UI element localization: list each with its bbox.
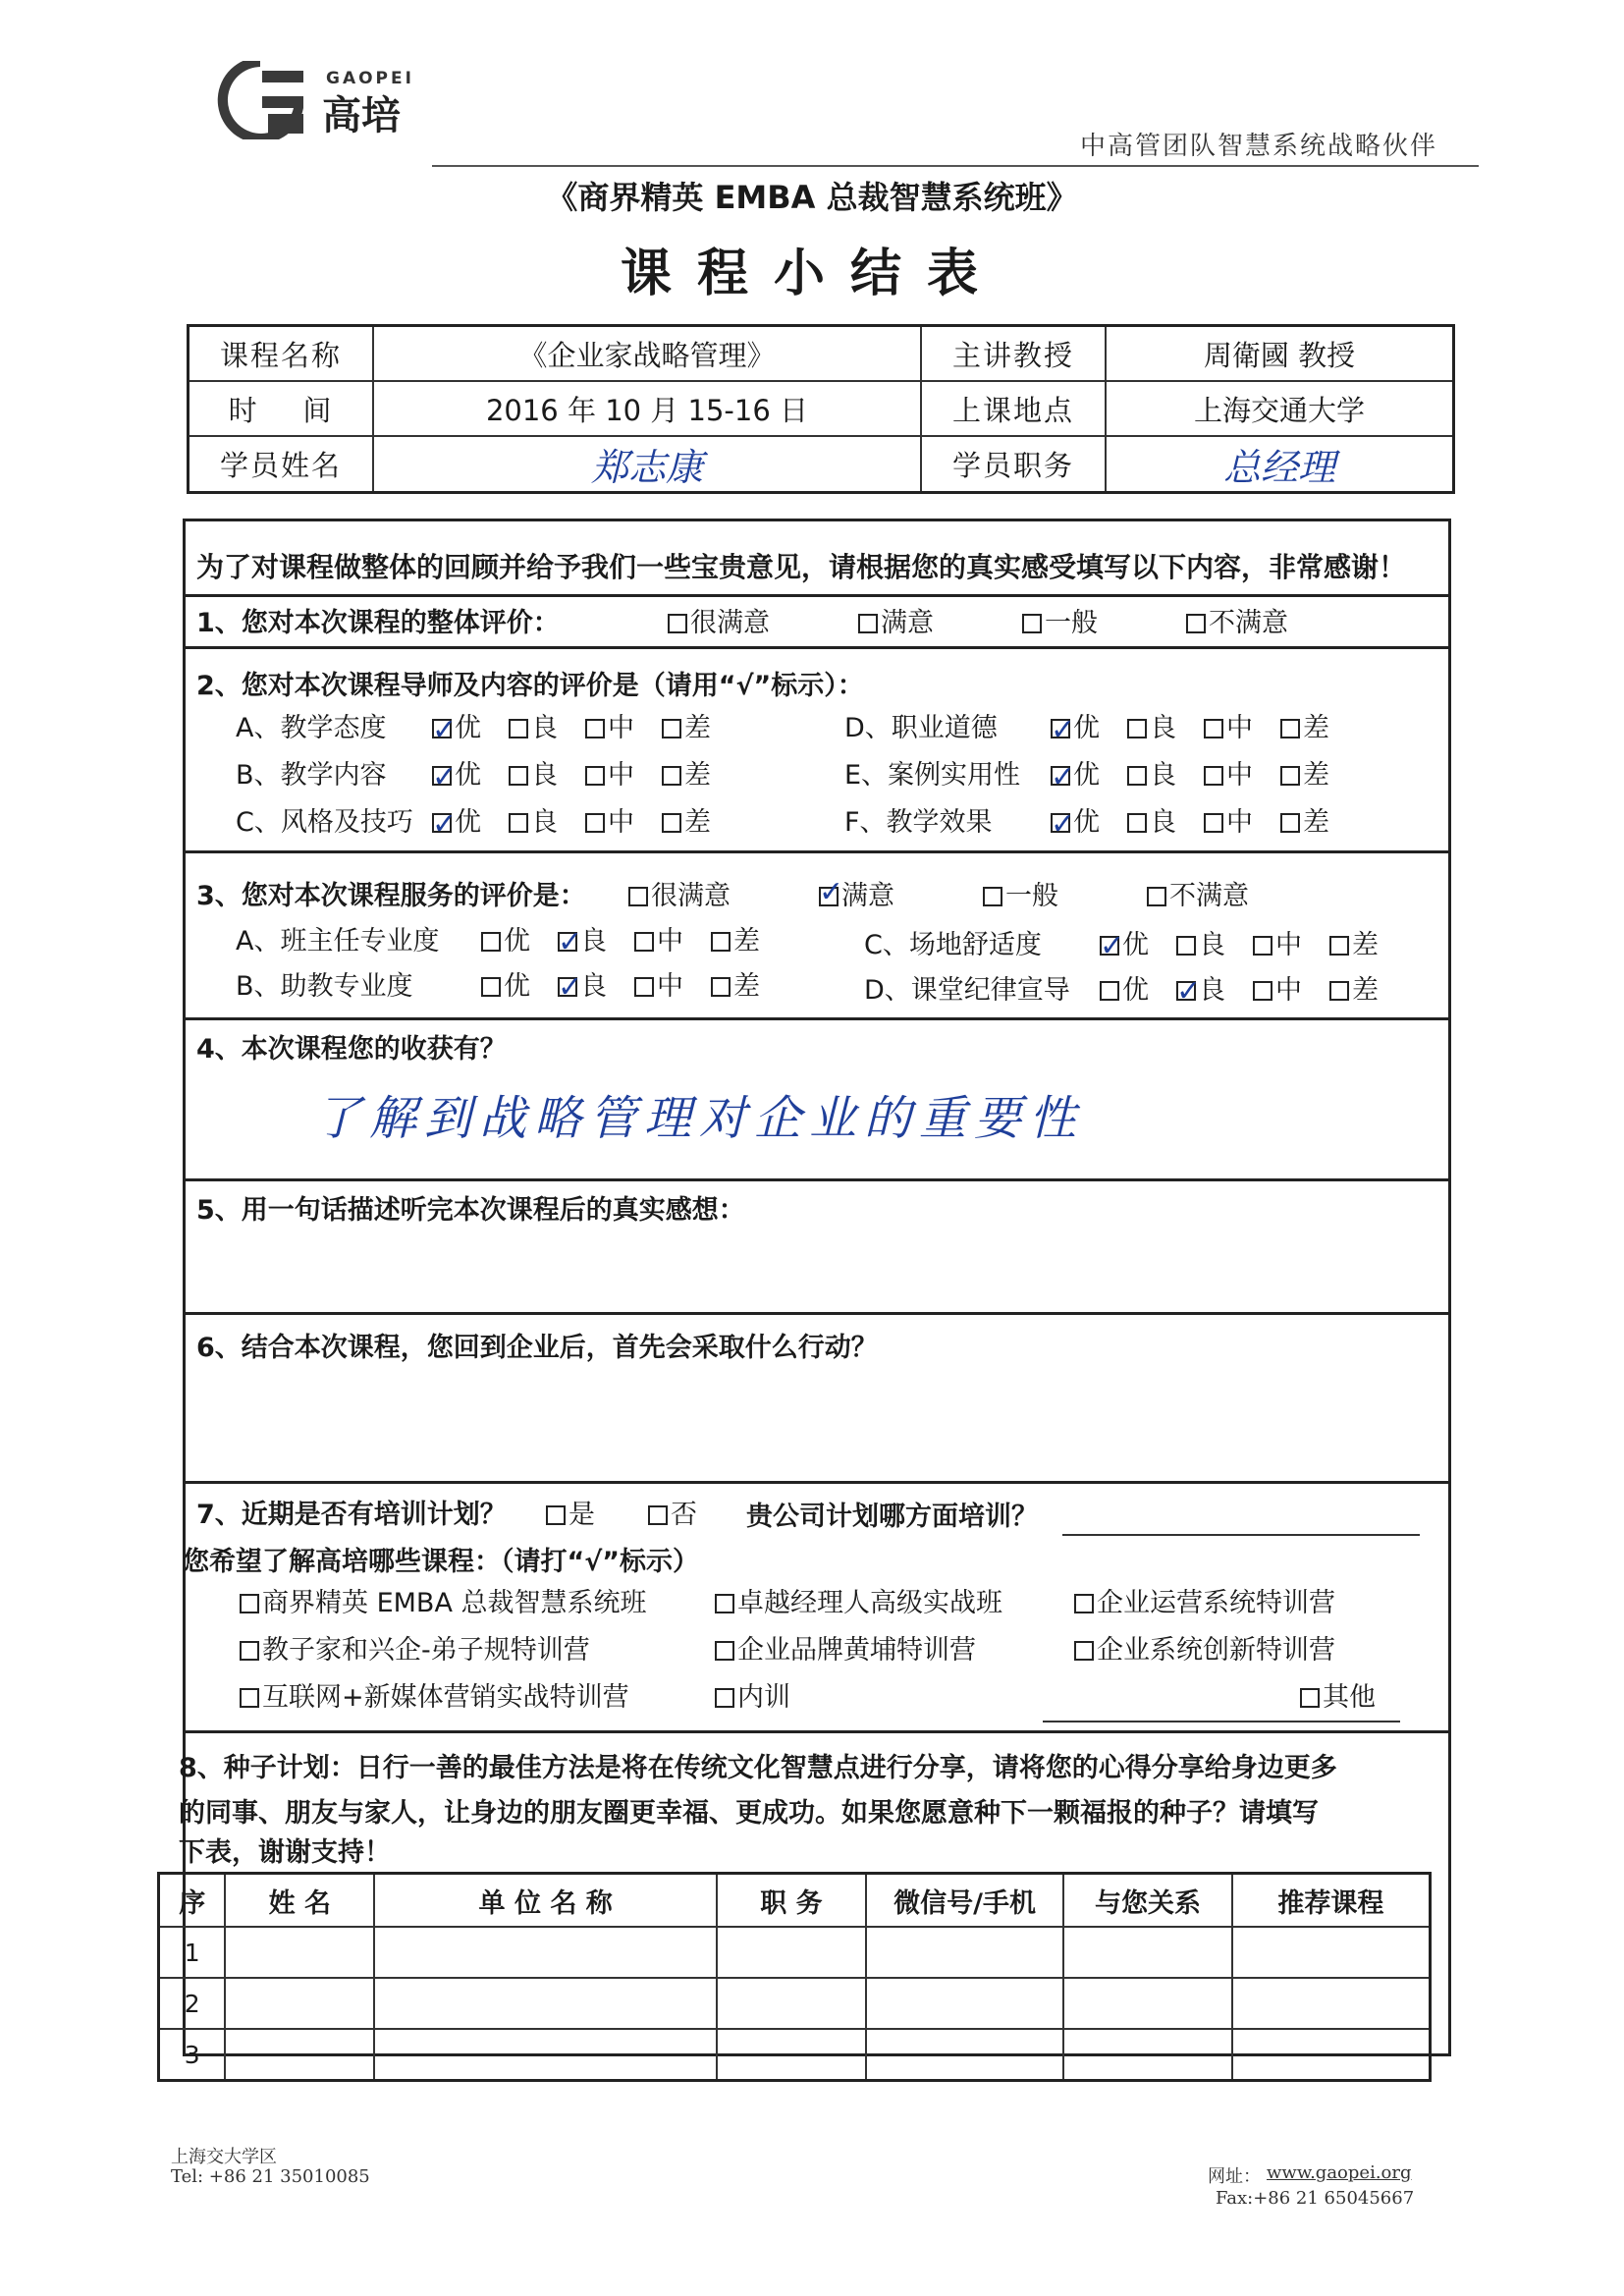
checkbox[interactable] [546,1505,566,1525]
course-option [240,1675,629,1714]
grade-label: 优 [455,760,481,791]
checkbox[interactable] [1127,719,1147,738]
course-label: 卓越经理人高级实战班 [737,1588,1002,1618]
checkbox[interactable] [585,813,605,833]
grade-label: 中 [608,760,634,791]
course-option [1074,1628,1335,1667]
grade-option [509,799,558,847]
grade-option [634,964,683,1010]
grade-label: 良 [1150,760,1176,791]
grade-option [634,919,683,964]
checkbox[interactable] [585,719,605,738]
grade-label: 中 [657,926,683,957]
grade-option [1253,923,1302,968]
grade-option [432,799,481,847]
checkbox[interactable] [432,766,452,786]
table-cell[interactable] [866,2029,1063,2081]
student-label: 学员姓名 [189,436,374,493]
checkbox[interactable] [558,932,577,952]
option [1147,874,1249,912]
grade-option [1127,705,1176,752]
rating-label: A、班主任专业度 [236,926,440,957]
checkbox[interactable] [662,766,681,786]
location-value: 上海交通大学 [1106,381,1454,436]
q7-label: 7、近期是否有培训计划？ [196,1500,507,1530]
table-cell[interactable] [1232,1927,1431,1978]
course-info-table [187,324,1455,494]
grade-label: 差 [733,926,760,957]
grade-option [1329,923,1379,968]
position-label: 学员职务 [921,436,1106,493]
checkbox[interactable] [1280,719,1300,738]
location-label: 上课地点 [921,381,1106,436]
grade-label: 差 [733,971,760,1002]
time-label: 时 间 [189,381,374,436]
q8-text-line2: 的同事、朋友与家人，让身边的朋友圈更幸福、更成功。如果您愿意种下一颗福报的种子？请填写 [179,1798,1319,1829]
column-header: 与您关系 [1063,1874,1232,1928]
grade-label: 中 [657,971,683,1002]
table-cell[interactable] [225,2029,374,2081]
time-value: 2016 年 10 月 15-16 日 [373,381,921,436]
q2-label: 2、您对本次课程导师及内容的评价是（请用“√”标示）： [196,671,864,701]
rating-row [844,799,1357,847]
logo-chinese: 高培 [322,93,401,138]
checkbox[interactable] [1204,766,1223,786]
rating-label: B、助教专业度 [236,971,413,1002]
course-label: 教子家和兴企-弟子规特训营 [262,1635,590,1666]
table-cell[interactable] [1063,1927,1232,1978]
option [1022,601,1098,639]
course-label: 课程名称 [189,326,374,382]
checkbox[interactable] [662,813,681,833]
grade-option [558,964,607,1010]
grade-label: 良 [1199,975,1225,1006]
checkbox[interactable] [1127,766,1147,786]
header-divider [432,165,1479,167]
slogan: 中高管团队智慧系统战略伙伴 [1080,132,1438,161]
table-cell[interactable] [717,1978,866,2029]
checkbox[interactable] [1022,614,1042,633]
rating-row [844,752,1357,799]
course-option [1300,1675,1376,1714]
checkbox[interactable] [1204,813,1223,833]
checkbox[interactable] [1100,981,1119,1001]
q8-text-line3: 下表，谢谢支持！ [179,1837,391,1868]
course-label: 企业运营系统特训营 [1097,1588,1335,1618]
rating-row [236,799,738,847]
row-number: 2 [159,1978,226,2029]
professor-value: 周衛國 教授 [1106,326,1454,382]
grade-option [1051,799,1100,847]
grade-option [432,705,481,752]
grade-option [1204,752,1253,799]
column-header: 单 位 名 称 [374,1874,717,1928]
course-value: 《企业家战略管理》 [373,326,921,382]
table-cell[interactable] [1232,1978,1431,2029]
course-label: 内训 [737,1682,790,1713]
option-label: 很满意 [690,608,770,638]
checkbox[interactable] [1100,936,1119,956]
table-cell[interactable] [374,1978,717,2029]
checkbox[interactable] [1176,981,1196,1001]
checkbox[interactable] [1300,1688,1320,1708]
divider [183,1481,1451,1484]
grade-option [1280,752,1329,799]
option-label: 不满意 [1209,608,1288,638]
seed-plan-table [157,1872,1432,2082]
grade-option [1253,968,1302,1013]
grade-option [1051,752,1100,799]
checkbox[interactable] [1253,981,1272,1001]
divider [183,594,1451,597]
grade-option [711,964,760,1010]
course-option [240,1581,647,1619]
grade-label: 差 [1303,713,1329,743]
grade-option [1176,968,1225,1013]
table-cell[interactable] [225,1927,374,1978]
grade-option [585,705,634,752]
checkbox[interactable] [1280,813,1300,833]
table-cell[interactable] [866,1927,1063,1978]
grade-label: 良 [531,760,558,791]
table-cell[interactable] [225,1978,374,2029]
grade-option [432,752,481,799]
course-label: 其他 [1323,1682,1376,1713]
q2-left-items [236,705,738,847]
checkbox[interactable] [432,813,452,833]
table-cell[interactable] [374,1927,717,1978]
rating-row [864,923,1406,968]
professor-label: 主讲教授 [921,326,1106,382]
grade-option [662,705,711,752]
course-label: 企业系统创新特训营 [1097,1635,1335,1666]
q4-label: 4、本次课程您的收获有？ [196,1034,507,1065]
grade-label: 差 [684,760,711,791]
rating-row [844,705,1357,752]
checkbox[interactable] [240,1688,259,1708]
checkbox[interactable] [711,932,731,952]
grade-option [1280,705,1329,752]
table-row [159,1978,1431,2029]
option-label: 不满意 [1169,881,1249,911]
checkbox[interactable] [509,813,528,833]
course-option [1074,1581,1335,1619]
option-label: 一般 [1005,881,1058,911]
grade-option [1100,968,1149,1013]
checkbox[interactable] [1127,813,1147,833]
q3-options [628,874,1337,912]
rating-row [236,752,738,799]
rating-label: D、课堂纪律宣导 [864,975,1070,1006]
grade-option [1204,705,1253,752]
checkbox[interactable] [509,766,528,786]
intro-text: 为了对课程做整体的回顾并给予我们一些宝贵意见，请根据您的真实感受填写以下内容，非常感谢！ [196,551,1407,583]
checkbox[interactable] [1051,813,1070,833]
checkbox[interactable] [240,1641,259,1661]
grade-option [481,964,530,1010]
grade-option [1100,923,1149,968]
grade-label: 优 [1122,975,1149,1006]
grade-label: 良 [580,926,607,957]
checkbox[interactable] [715,1594,734,1613]
grade-option [585,799,634,847]
checkbox[interactable] [1176,936,1196,956]
row-number: 3 [159,2029,226,2081]
rating-label: B、教学内容 [236,760,387,791]
grade-label: 中 [1275,930,1302,960]
grade-label: 优 [455,713,481,743]
q7-which-label: 贵公司计划哪方面培训？ [746,1502,1038,1532]
table-cell[interactable] [1063,1978,1232,2029]
q3-label: 3、您对本次课程服务的评价是： [196,881,586,911]
grade-label: 中 [1226,760,1253,791]
divider [183,1730,1451,1733]
checkbox[interactable] [668,614,687,633]
checkbox[interactable] [628,887,648,906]
grade-label: 优 [1073,807,1100,838]
footer-website-link[interactable]: www.gaopei.org [1267,2162,1412,2183]
rating-label: D、职业道德 [844,713,998,743]
checkbox[interactable] [481,932,501,952]
q7-wish-label: 您希望了解高培哪些课程：（请打“√”标示） [183,1547,699,1577]
table-row [159,2029,1431,2081]
grade-label: 差 [684,807,711,838]
option [819,874,894,912]
checkbox[interactable] [1074,1641,1094,1661]
checkbox[interactable] [715,1641,734,1661]
rating-label: F、教学效果 [844,807,993,838]
grade-option [509,752,558,799]
rating-label: C、风格及技巧 [236,807,413,838]
q7-yes: 是 [546,1493,595,1531]
form-title: 课程小结表 [620,245,1003,303]
grade-label: 中 [608,713,634,743]
checkbox[interactable] [509,719,528,738]
grade-option [558,919,607,964]
grade-option [1051,705,1100,752]
rating-row [236,705,738,752]
divider [183,1312,1451,1315]
checkbox[interactable] [1051,766,1070,786]
row-number: 1 [159,1927,226,1978]
grade-label: 优 [1073,713,1100,743]
grade-label: 良 [1150,807,1176,838]
table-cell[interactable] [717,2029,866,2081]
divider [183,1178,1451,1181]
grade-option [481,919,530,964]
footer-tel: Tel: +86 21 35010085 [171,2166,370,2187]
checkbox[interactable] [1074,1594,1094,1613]
option-label: 很满意 [651,881,731,911]
q7-which-blank[interactable] [1062,1534,1420,1536]
rating-row [236,919,787,964]
course-option [240,1628,590,1667]
divider [183,850,1451,853]
course-option [715,1628,976,1667]
footer-web-label: 网址： [1208,2166,1261,2187]
q7-no: 否 [648,1493,697,1531]
q1-options [668,601,1377,639]
column-header: 姓 名 [225,1874,374,1928]
column-header: 推荐课程 [1232,1874,1431,1928]
grade-label: 中 [608,807,634,838]
grade-option [1329,968,1379,1013]
grade-label: 中 [1275,975,1302,1006]
q5-label: 5、用一句话描述听完本次课程后的真实感想： [196,1195,745,1226]
checkbox[interactable] [240,1594,259,1613]
checkbox[interactable] [432,719,452,738]
grade-label: 差 [684,713,711,743]
grade-option [1280,799,1329,847]
checkbox[interactable] [634,932,654,952]
checkbox[interactable] [1329,936,1349,956]
q6-label: 6、结合本次课程，您回到企业后，首先会采取什么行动？ [196,1333,878,1363]
checkbox[interactable] [711,977,731,997]
grade-option [1204,799,1253,847]
checkbox[interactable] [662,719,681,738]
gaopei-logo-icon [201,61,319,139]
grade-option [662,752,711,799]
table-row [159,1927,1431,1978]
option [858,601,934,639]
checkbox[interactable] [1329,981,1349,1001]
footer-fax: Fax:+86 21 65045667 [1216,2188,1415,2209]
grade-option [1127,752,1176,799]
checkbox[interactable] [648,1505,668,1525]
checkbox[interactable] [1147,887,1166,906]
q4-handwritten-answer: 了解到战略管理对企业的重要性 [314,1091,1085,1146]
course-label: 企业品牌黄埔特训营 [737,1635,976,1666]
grade-label: 优 [504,971,530,1002]
option-label: 满意 [881,608,934,638]
grade-label: 良 [531,807,558,838]
rating-label: E、案例实用性 [844,760,1021,791]
rating-row [864,968,1406,1013]
grade-option [585,752,634,799]
course-option [715,1675,790,1714]
grade-label: 优 [1122,930,1149,960]
grade-label: 差 [1303,807,1329,838]
divider [183,646,1451,649]
table-cell[interactable] [1063,2029,1232,2081]
option [668,601,770,639]
checkbox[interactable] [1051,719,1070,738]
position-handwritten: 总经理 [1222,446,1335,489]
grade-label: 良 [580,971,607,1002]
rating-label: A、教学态度 [236,713,387,743]
checkbox[interactable] [1186,614,1206,633]
grade-option [711,919,760,964]
table-cell[interactable] [866,1978,1063,2029]
divider [183,1017,1451,1020]
column-header: 微信号/手机 [866,1874,1063,1928]
q2-right-items [844,705,1357,847]
course-label: 互联网+新媒体营销实战特训营 [262,1682,629,1713]
grade-option [1127,799,1176,847]
option [983,874,1058,912]
logo-english: GAOPEI [326,69,414,88]
rating-row [236,964,787,1010]
q7-other-blank[interactable] [1043,1721,1400,1722]
checkbox[interactable] [634,977,654,997]
checkbox[interactable] [715,1688,734,1708]
checkbox[interactable] [983,887,1002,906]
grade-option [509,705,558,752]
grade-label: 差 [1303,760,1329,791]
checkbox[interactable] [858,614,878,633]
checkbox[interactable] [819,887,839,906]
grade-label: 良 [531,713,558,743]
column-header: 职 务 [717,1874,866,1928]
grade-label: 优 [455,807,481,838]
grade-label: 良 [1150,713,1176,743]
option-label: 一般 [1045,608,1098,638]
student-name-handwritten: 郑志康 [590,446,703,489]
checkbox[interactable] [1253,936,1272,956]
grade-option [1176,923,1225,968]
table-cell[interactable] [374,2029,717,2081]
footer-campus: 上海交大学区 [171,2147,277,2167]
course-option [715,1581,1002,1619]
grade-label: 良 [1199,930,1225,960]
checkbox[interactable] [481,977,501,997]
q8-text-line1: 8、种子计划：日行一善的最佳方法是将在传统文化智慧点进行分享，请将您的心得分享给身边更多 [179,1753,1337,1783]
grade-label: 差 [1352,930,1379,960]
grade-label: 优 [504,926,530,957]
checkbox[interactable] [1204,719,1223,738]
course-label: 商界精英 EMBA 总裁智慧系统班 [262,1588,647,1618]
grade-label: 中 [1226,807,1253,838]
grade-label: 优 [1073,760,1100,791]
rating-label: C、场地舒适度 [864,930,1042,960]
option [628,874,731,912]
option-label: 满意 [841,881,894,911]
option [1186,601,1288,639]
table-cell[interactable] [1232,2029,1431,2081]
q3-left-items [236,919,787,1010]
grade-option [662,799,711,847]
checkbox[interactable] [1280,766,1300,786]
q3-right-items [864,923,1406,1013]
column-header: 序 [159,1874,226,1928]
program-title: 《商界精英 EMBA 总裁智慧系统班》 [546,179,1078,216]
checkbox[interactable] [558,977,577,997]
grade-label: 中 [1226,713,1253,743]
table-cell[interactable] [717,1927,866,1978]
grade-label: 差 [1352,975,1379,1006]
checkbox[interactable] [585,766,605,786]
q7-course-options [240,1581,1447,1719]
q1-label: 1、您对本次课程的整体评价： [196,608,560,638]
